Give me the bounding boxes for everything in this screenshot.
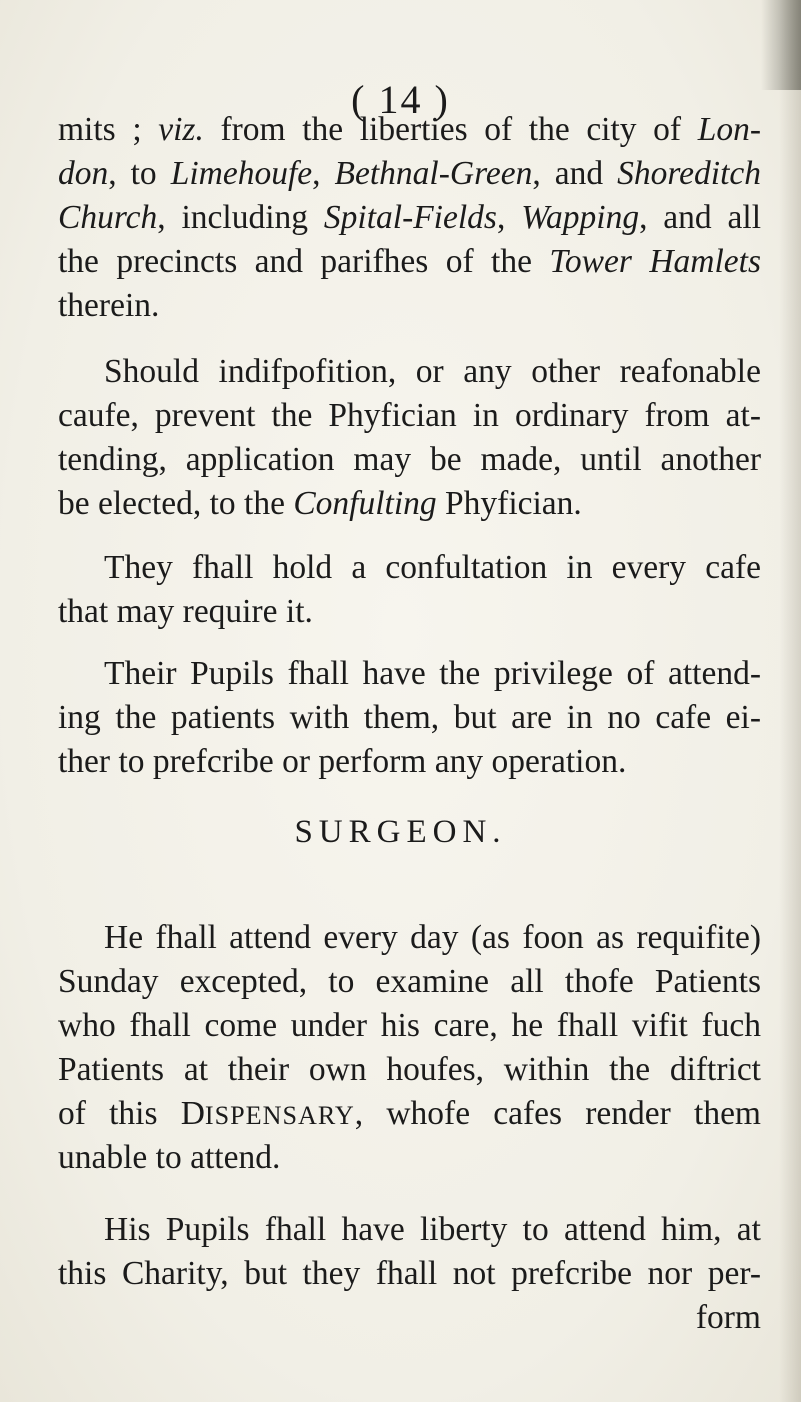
paragraph-surgeon-duties	[58, 916, 761, 1180]
text-line: His Pupils fhall have liberty to attend him, at	[104, 1211, 761, 1248]
text-line: don, to Limehoufe, Bethnal-Green, and Shoreditch	[58, 155, 762, 192]
text-line: the precincts and parifhes of the Tower Hamlets	[58, 243, 761, 280]
text-line: be elected, to the Confulting Phyfician.	[58, 485, 582, 522]
text-line: therein.	[58, 287, 160, 324]
text-line: Their Pupils fhall have the privilege of attend-	[104, 655, 761, 692]
text-line: Should indifpofition, or any other reafonable	[104, 353, 761, 390]
paragraph-consultation	[58, 546, 761, 634]
text-line: this Charity, but they fhall not prefcribe nor per-	[58, 1255, 761, 1292]
text-line: caufe, prevent the Phyfician in ordinary from at-	[58, 397, 761, 434]
text-line: mits ; viz. from the liberties of the city of Lon-	[58, 111, 761, 148]
page-edge-shadow	[779, 0, 801, 1402]
text-line: He fhall attend every day (as foon as requifite)	[104, 919, 761, 956]
text-line: Sunday excepted, to examine all thofe Patients	[58, 963, 761, 1000]
text-line: They fhall hold a confultation in every cafe	[104, 549, 761, 586]
section-heading-surgeon: SURGEON.	[294, 814, 507, 850]
text-line: unable to attend.	[58, 1139, 281, 1176]
text-line: Patients at their own houfes, within the diftrict	[58, 1051, 761, 1088]
text-line: Church, including Spital-Fields, Wapping, and all	[58, 199, 762, 236]
text-line: ther to prefcribe or perform any operation.	[58, 743, 627, 780]
text-line: who fhall come under his care, he fhall vifit fuch	[58, 1007, 761, 1044]
paragraph-surgeon-pupils	[58, 1208, 761, 1340]
text-line: tending, application may be made, until another	[58, 441, 761, 478]
catchword: form	[695, 1299, 761, 1336]
text-line: of this DISPENSARY, whofe cafes render them	[58, 1095, 761, 1132]
paragraph-indisposition	[58, 350, 761, 526]
paragraph-liberties	[58, 108, 761, 328]
text-line: ing the patients with them, but are in no cafe ei-	[58, 699, 761, 736]
page-number: ( 14 )	[351, 77, 450, 122]
paragraph-pupils	[58, 652, 761, 784]
text-line: that may require it.	[58, 593, 313, 630]
